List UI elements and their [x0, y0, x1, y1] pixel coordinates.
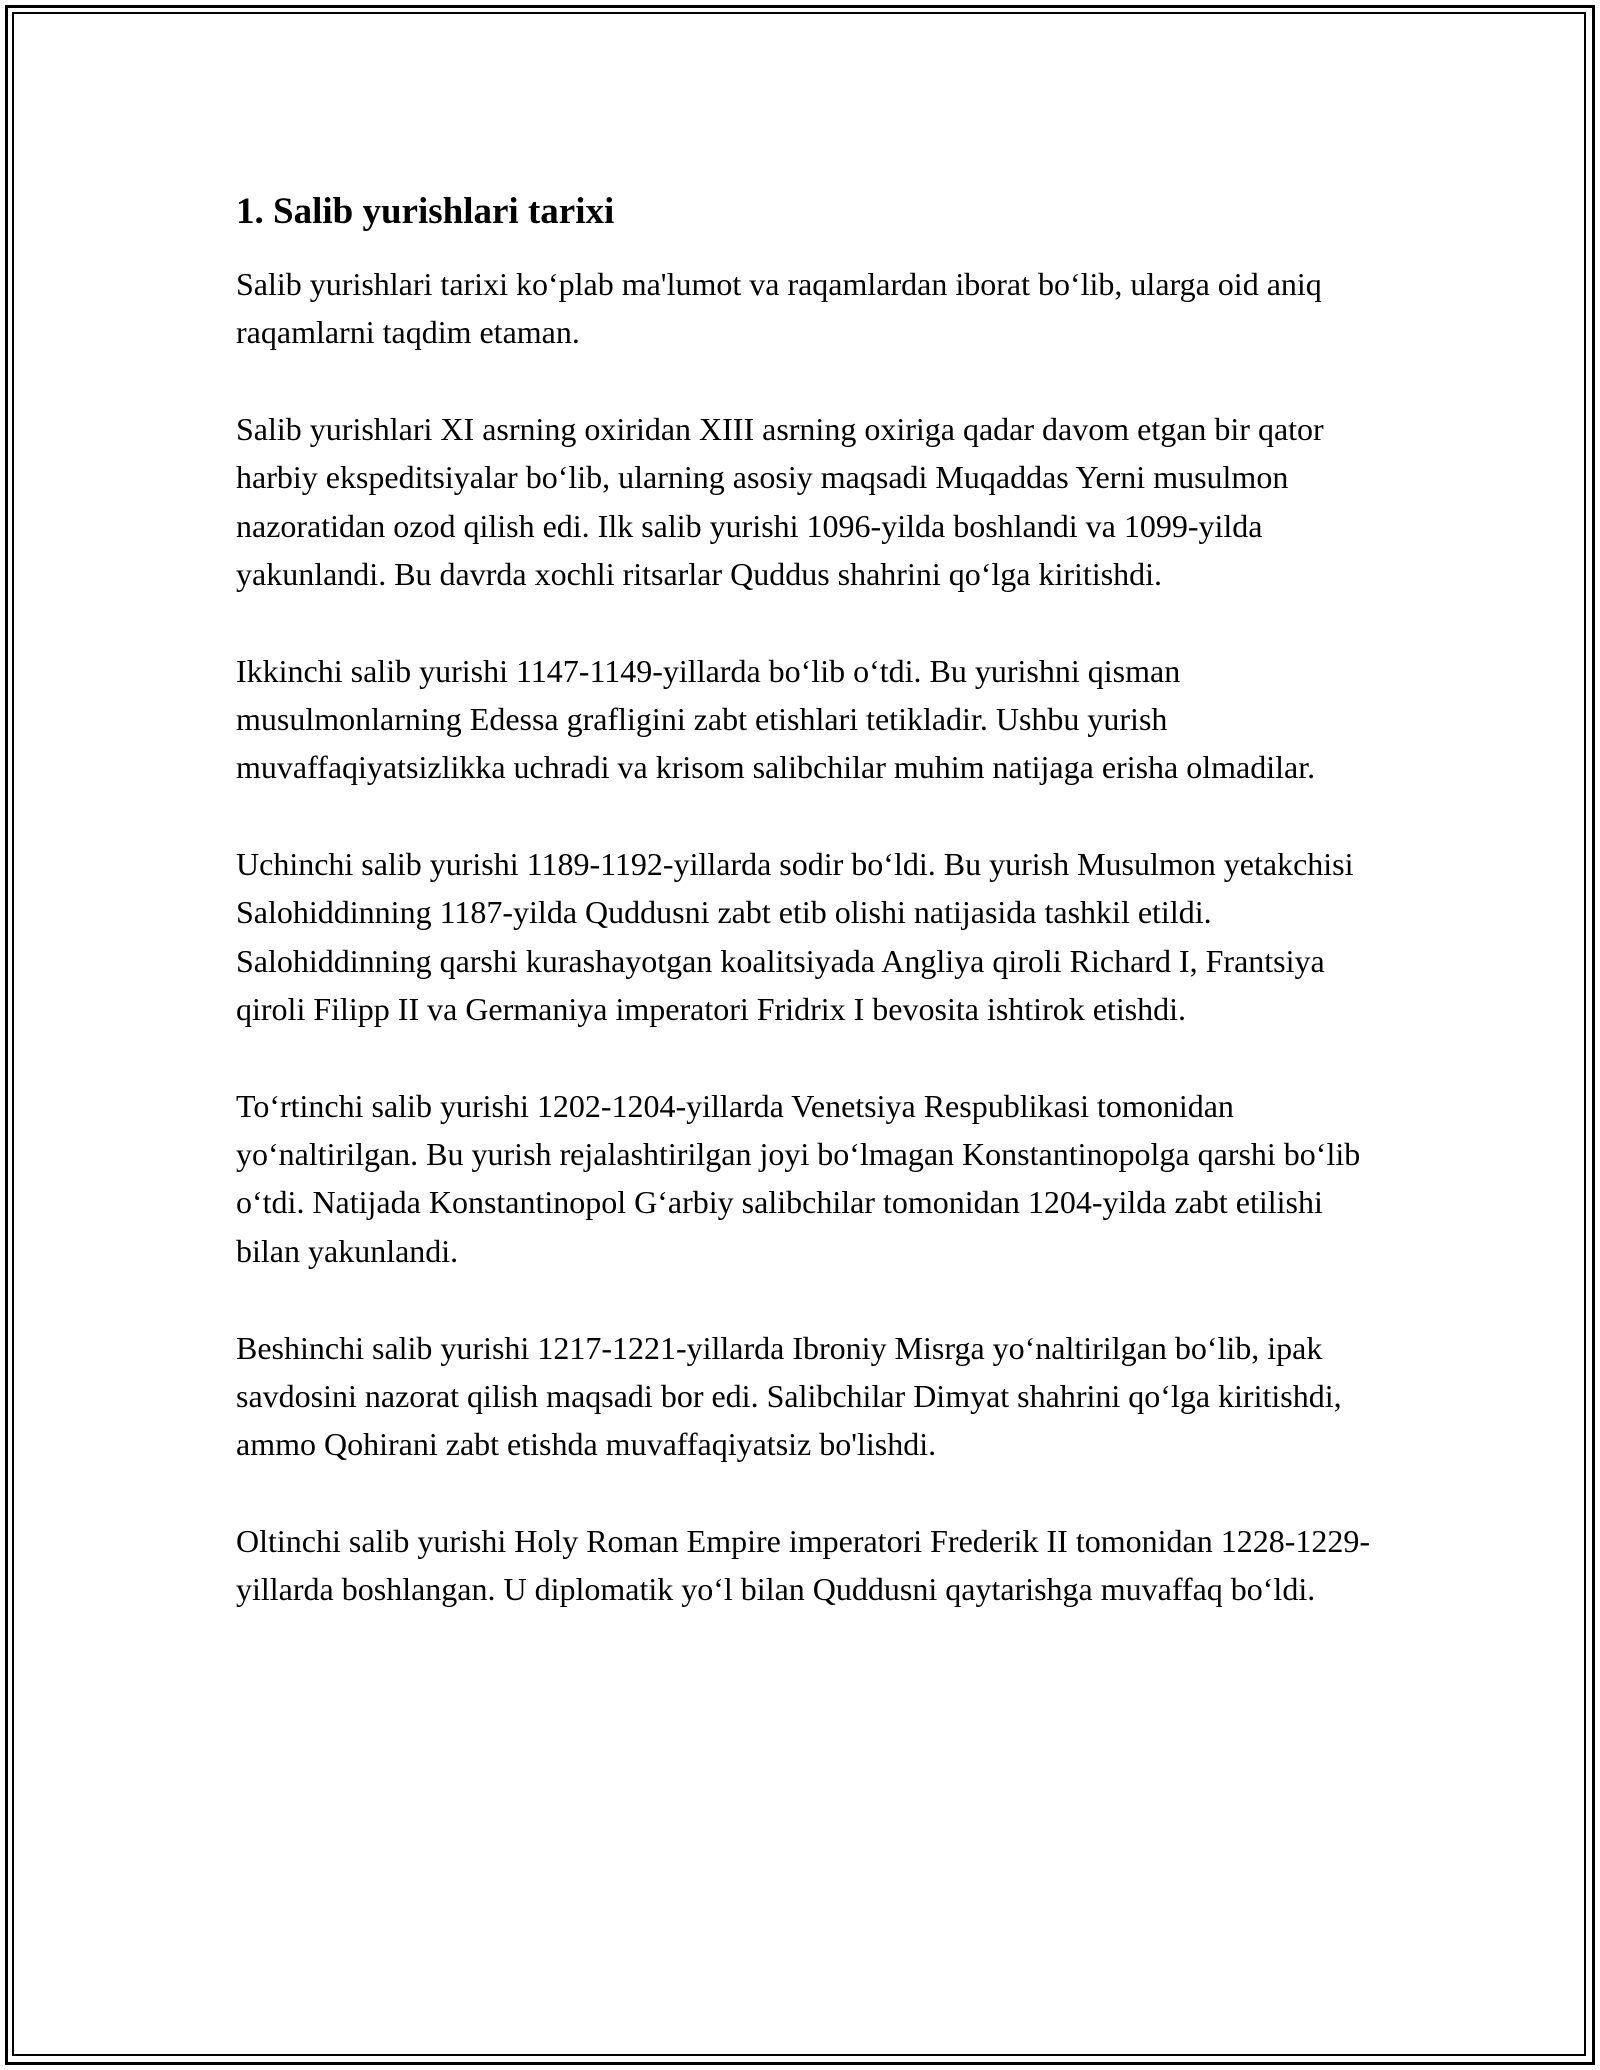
paragraph-fifth-crusade: Beshinchi salib yurishi 1217-1221-yillarda Ibroniy Misrga yo‘naltirilgan bo‘lib, ipak savdosini nazorat qilish maqsadi bor edi. Salibchilar Dimyat shahrini qo‘lga kiritishdi, ammo Qohirani zabt etishda muvaffaqiyatsiz bo'lishdi. — [236, 1329, 1342, 1463]
paragraph-fourth-crusade: To‘rtinchi salib yurishi 1202-1204-yillarda Venetsiya Respublikasi tomonidan yo‘naltirilgan. Bu yurish rejalashtirilgan joyi bo‘lmagan Konstantinopolga qarshi bo‘lib o‘tdi. Natijada Konstantinopol G‘arbiy salibchilar tomonidan 1204-yilda zabt etilishi bilan yakunlandi. — [236, 1087, 1361, 1269]
paragraph-sixth-crusade: Oltinchi salib yurishi Holy Roman Empire imperatori Frederik II tomonidan 1228-1229-yillarda boshlangan. U diplomatik yo‘l bilan Quddusni qaytarishga muvaffaq bo‘ldi. — [236, 1522, 1371, 1608]
document-body — [236, 188, 1371, 1662]
paragraph-first-crusade: Salib yurishlari XI asrning oxiridan XIII asrning oxiriga qadar davom etgan bir qator harbiy ekspeditsiyalar bo‘lib, ularning asosiy maqsadi Muqaddas Yerni musulmon nazoratidan ozod qilish edi. Ilk salib yurishi 1096-yilda boshlandi va 1099-yilda yakunlandi. Bu davrda xochli ritsarlar Quddus shahrini qo‘lga kiritishdi. — [236, 411, 1324, 592]
section-heading: 1. Salib yurishlari tarixi — [236, 191, 615, 232]
paragraph-intro: Salib yurishlari tarixi ko‘plab ma'lumot va raqamlardan iborat bo‘lib, ularga oid aniq raqamlarni taqdim etaman. — [236, 266, 1322, 351]
paragraph-second-crusade: Ikkinchi salib yurishi 1147-1149-yillarda bo‘lib o‘tdi. Bu yurishni qisman musulmonlarning Edessa grafligini zabt etishlari tetikladir. Ushbu yurish muvaffaqiyatsizlikka uchradi va krisom salibchilar muhim natijaga erisha olmadilar. — [236, 652, 1316, 786]
paragraph-third-crusade: Uchinchi salib yurishi 1189-1192-yillarda sodir bo‘ldi. Bu yurish Musulmon yetakchisi Salohiddinning 1187-yilda Quddusni zabt etib olishi natijasida tashkil etildi. Salohiddinning qarshi kurashayotgan koalitsiyada Angliya qiroli Richard I, Frantsiya qiroli Filipp II va Germaniya imperatori Fridrix I bevosita ishtirok etishdi. — [236, 846, 1354, 1028]
